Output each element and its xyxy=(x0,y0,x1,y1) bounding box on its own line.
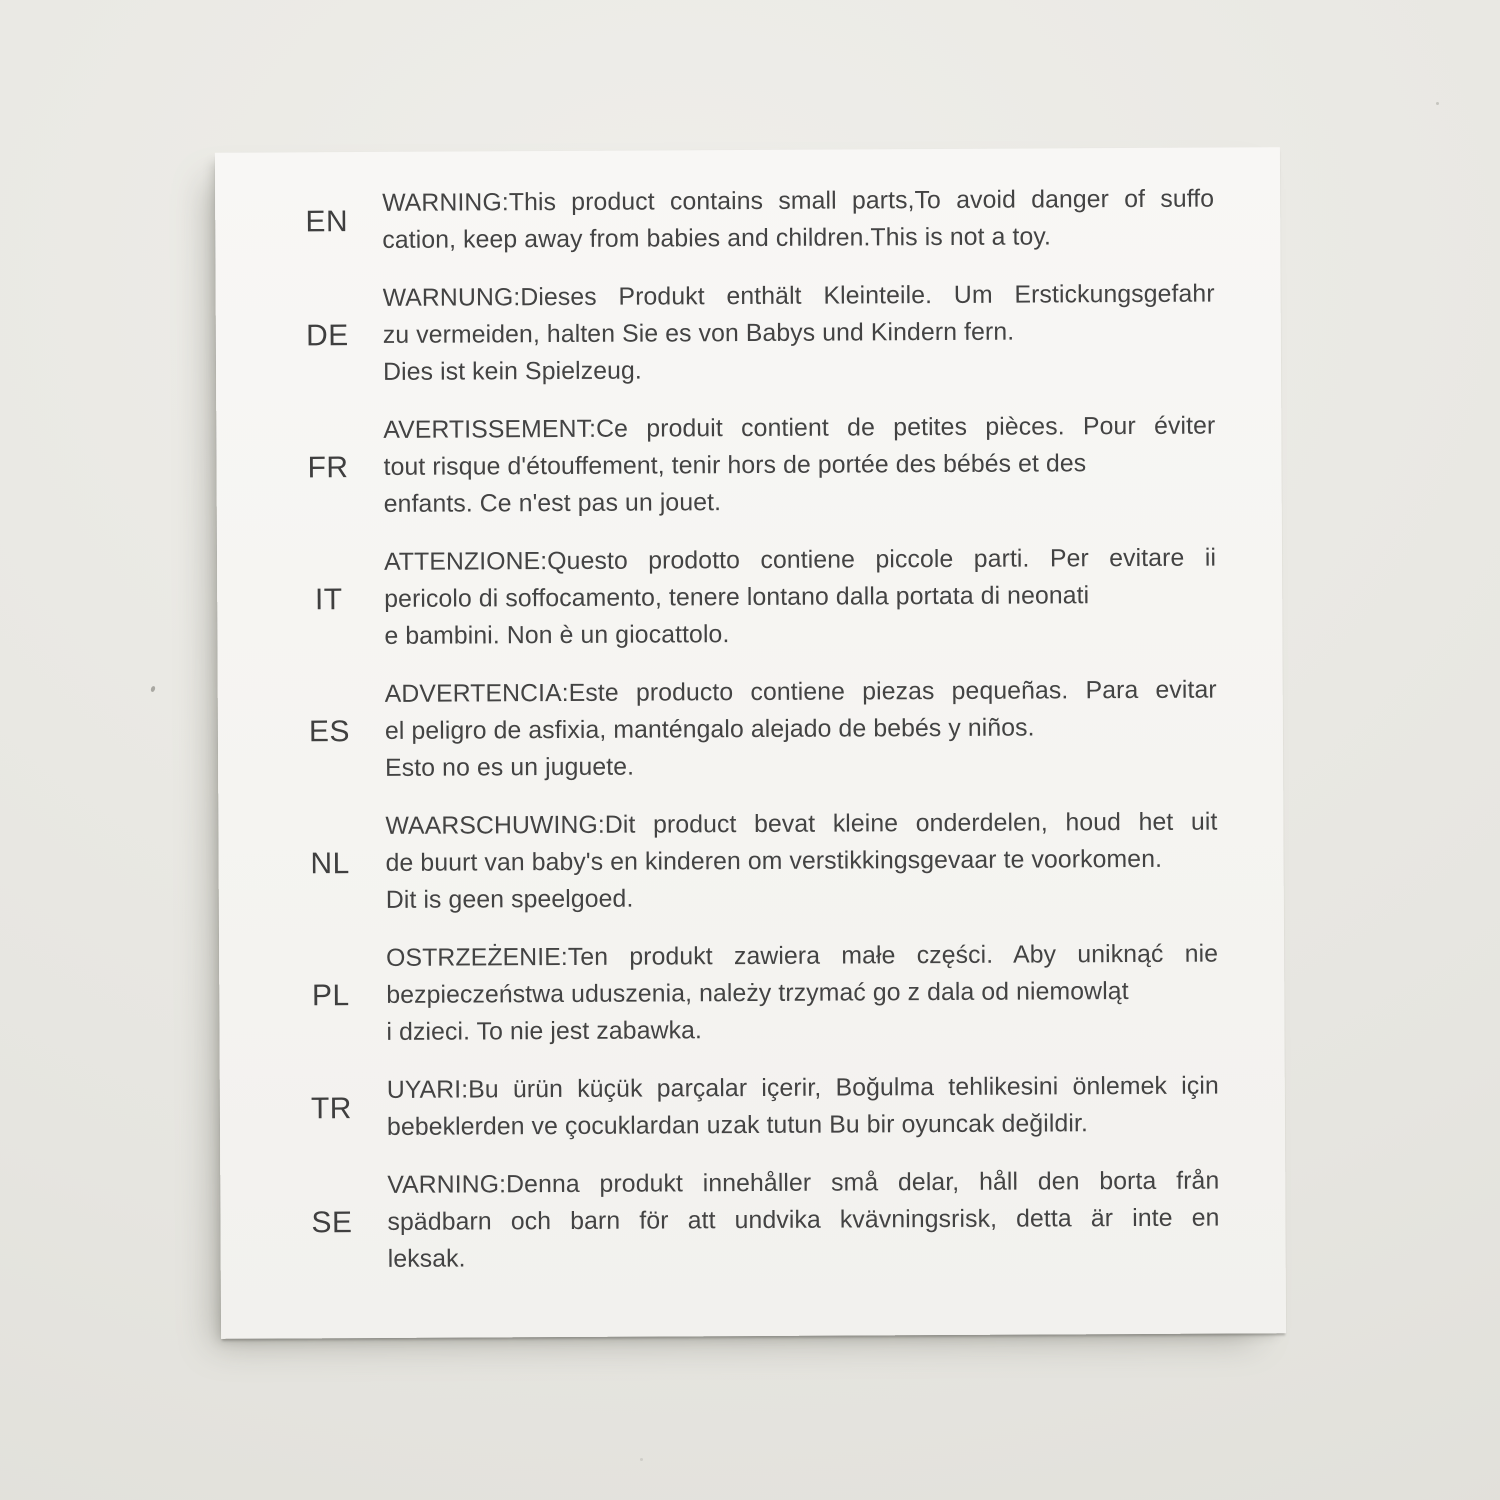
warning-text-line: cation, keep away from babies and children.This is not a toy. xyxy=(382,223,1052,254)
warning-text xyxy=(383,408,1216,523)
warning-text-line: de buurt van baby's en kinderen om verstikkingsgevaar te voorkomen. xyxy=(385,845,1163,877)
warning-text xyxy=(385,804,1218,919)
language-block xyxy=(220,1162,1286,1279)
warning-text-line: Dit is geen speelgoed. xyxy=(385,885,634,914)
language-code-label: PL xyxy=(311,978,350,1012)
language-block xyxy=(216,275,1282,392)
language-code-label: SE xyxy=(311,1205,353,1239)
language-block xyxy=(219,935,1285,1052)
language-code-label: FR xyxy=(307,450,349,484)
warning-text-line: WAARSCHUWING:Dit product bevat kleine onderdelen, houd het uit xyxy=(385,808,1218,840)
language-block xyxy=(220,1067,1285,1147)
language-code-label: EN xyxy=(305,205,349,239)
warning-text xyxy=(383,276,1216,391)
warning-text xyxy=(385,672,1218,787)
warning-text-line: leksak. xyxy=(387,1245,466,1273)
warning-text-line: VARNING:Denna produkt innehåller små delar, håll den borta från xyxy=(387,1167,1220,1199)
warning-text-line: WARNUNG:Dieses Produkt enthält Kleinteile. Um Erstickungsgefahr xyxy=(382,280,1215,312)
warning-text-line: pericolo di soffocamento, tenere lontano dalla portata di neonati xyxy=(384,582,1090,613)
language-code-label: DE xyxy=(305,318,349,352)
language-warning-blocks xyxy=(215,180,1286,1279)
warning-text xyxy=(384,540,1217,655)
warning-text xyxy=(387,1163,1220,1278)
warning-text-line: Esto no es un juguete. xyxy=(385,753,635,782)
language-block xyxy=(215,180,1280,260)
warning-text-line: bezpieczeństwa uduszenia, należy trzymać go z dala od niemowląt xyxy=(386,978,1129,1009)
warning-text xyxy=(382,181,1214,259)
warning-text-line: tout risque d'étouffement, tenir hors de portée des bébés et des xyxy=(383,450,1087,481)
warning-text-line: ADVERTENCIA:Este producto contiene piezas pequeñas. Para evitar xyxy=(384,676,1217,708)
warning-text xyxy=(387,1068,1219,1146)
language-code-label: IT xyxy=(314,582,343,616)
warning-text-line: OSTRZEŻENIE:Ten produkt zawiera małe części. Aby uniknąć nie xyxy=(386,940,1219,972)
warning-text-line: bebeklerden ve çocuklardan uzak tutun Bu bir oyuncak değildir. xyxy=(386,1110,1089,1141)
warning-text xyxy=(386,936,1219,1051)
warning-text-line: Dies ist kein Spielzeug. xyxy=(382,357,642,386)
language-code-label: ES xyxy=(308,714,351,748)
warning-text-line: enfants. Ce n'est pas un jouet. xyxy=(383,489,722,518)
warning-text-line: el peligro de asfixia, manténgalo alejado de bebés y niños. xyxy=(384,714,1035,745)
warning-text-line: e bambini. Non è un giocattolo. xyxy=(384,621,730,650)
warning-text-line: WARNING:This product contains small parts,To avoid danger of suffo xyxy=(382,185,1215,217)
warning-text-line: zu vermeiden, halten Sie es von Babys und Kindern fern. xyxy=(382,318,1015,349)
language-block xyxy=(217,539,1283,656)
dust-speck xyxy=(1436,102,1439,105)
dust-speck xyxy=(150,685,156,692)
language-block xyxy=(218,671,1284,788)
warning-text-line: i dzieci. To nie jest zabawka. xyxy=(386,1017,702,1046)
warning-text-line: UYARI:Bu ürün küçük parçalar içerir, Boğulma tehlikesini önlemek için xyxy=(386,1072,1219,1104)
dust-speck xyxy=(640,1458,643,1461)
warning-text-line: ATTENZIONE:Questo prodotto contiene piccole parti. Per evitare ii xyxy=(383,544,1217,576)
language-code-label: TR xyxy=(310,1092,352,1126)
language-block xyxy=(216,407,1282,524)
warning-label-paper xyxy=(215,147,1286,1339)
warning-text-line: spädbarn och barn för att undvika kvävningsrisk, detta är inte en xyxy=(387,1204,1220,1236)
language-block xyxy=(218,803,1284,920)
warning-text-line: AVERTISSEMENT:Ce produit contient de petites pièces. Pour éviter xyxy=(383,412,1216,444)
language-code-label: NL xyxy=(310,846,350,880)
